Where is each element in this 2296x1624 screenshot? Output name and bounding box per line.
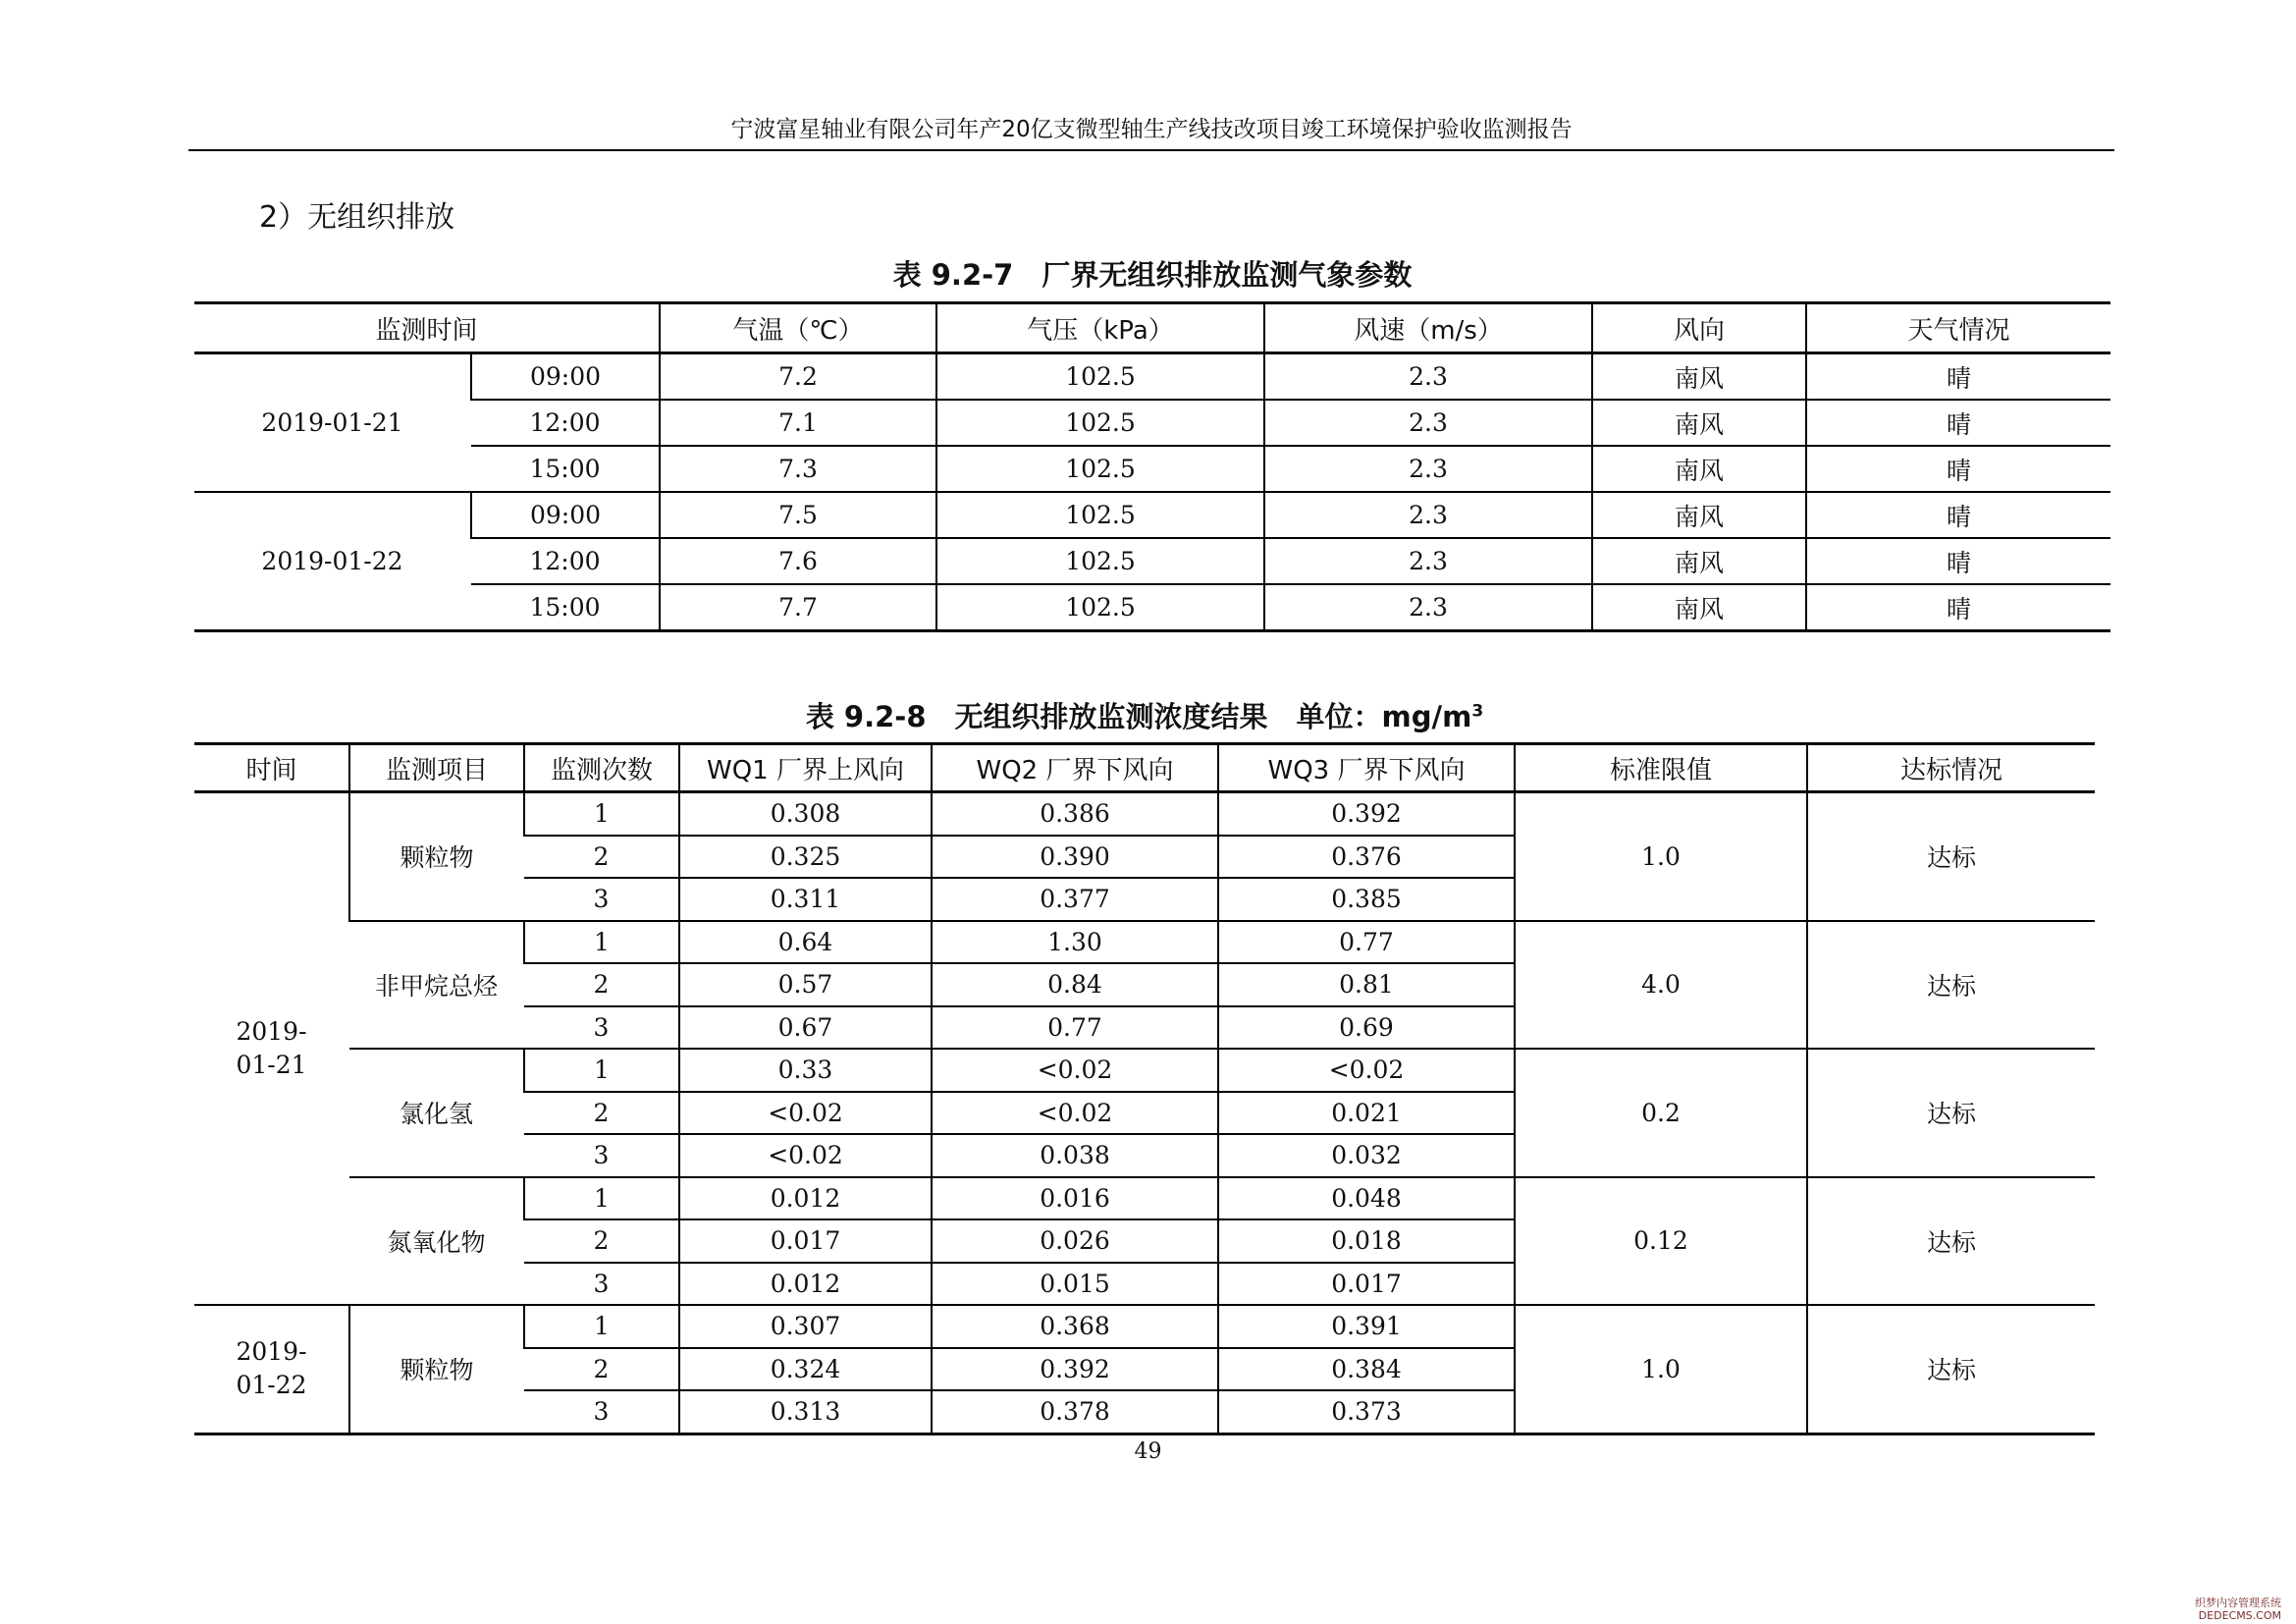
sample-number-cell: 1 <box>524 792 679 836</box>
wq1-value-cell: 0.012 <box>679 1263 932 1306</box>
sample-number-cell: 3 <box>524 878 679 921</box>
sample-number-cell: 2 <box>524 963 679 1006</box>
wq2-value-cell: 0.84 <box>932 963 1218 1006</box>
wq1-value-cell: 0.324 <box>679 1348 932 1391</box>
pressure-cell: 102.5 <box>936 492 1264 538</box>
table2-caption <box>194 695 2095 735</box>
table-row <box>194 1305 2095 1348</box>
concentration-results-table <box>194 742 2095 1435</box>
watermark-logo <box>2195 1597 2281 1622</box>
wq3-value-cell: 0.376 <box>1218 836 1515 879</box>
wind-direction-cell: 南风 <box>1592 446 1806 492</box>
watermark-line1: 织梦内容管理系统 <box>2195 1597 2281 1609</box>
sample-number-cell: 2 <box>524 1219 679 1263</box>
header-cell: WQ3 厂界下风向 <box>1218 744 1515 792</box>
wq2-value-cell: 0.038 <box>932 1134 1218 1177</box>
wq2-value-cell: <0.02 <box>932 1092 1218 1135</box>
wq2-value-cell: 0.026 <box>932 1219 1218 1263</box>
pollutant-cell: 非甲烷总烃 <box>349 921 524 1050</box>
wq3-value-cell: 0.81 <box>1218 963 1515 1006</box>
wq2-value-cell: 0.016 <box>932 1177 1218 1220</box>
wq2-value-cell: 0.386 <box>932 792 1218 836</box>
limit-cell: 4.0 <box>1515 921 1807 1050</box>
table1-header-row <box>194 303 2110 353</box>
weather-cell: 晴 <box>1806 538 2110 584</box>
wq3-value-cell: 0.391 <box>1218 1305 1515 1348</box>
pollutant-cell: 颗粒物 <box>349 792 524 921</box>
sample-number-cell: 1 <box>524 921 679 964</box>
sample-number-cell: 1 <box>524 1305 679 1348</box>
wq3-value-cell: 0.048 <box>1218 1177 1515 1220</box>
wq3-value-cell: 0.017 <box>1218 1263 1515 1306</box>
table-row <box>194 353 2110 401</box>
table1-caption: 表 9.2-7 厂界无组织排放监测气象参数 <box>892 258 1413 292</box>
date-cell: 2019-01-22 <box>194 492 471 631</box>
pollutant-cell: 氯化氢 <box>349 1049 524 1177</box>
weather-cell: 晴 <box>1806 400 2110 446</box>
sample-number-cell: 2 <box>524 1348 679 1391</box>
time-cell: 12:00 <box>471 400 660 446</box>
wq1-value-cell: 0.67 <box>679 1006 932 1050</box>
header-cell: 监测时间 <box>194 303 660 353</box>
sample-number-cell: 3 <box>524 1006 679 1050</box>
table-row <box>194 1049 2095 1092</box>
header-cell: 风向 <box>1592 303 1806 353</box>
header-cell: WQ1 厂界上风向 <box>679 744 932 792</box>
pollutant-cell: 氮氧化物 <box>349 1177 524 1306</box>
wq2-value-cell: 0.390 <box>932 836 1218 879</box>
header-cell: 天气情况 <box>1806 303 2110 353</box>
pressure-cell: 102.5 <box>936 584 1264 631</box>
wind-speed-cell: 2.3 <box>1264 446 1592 492</box>
wq1-value-cell: 0.307 <box>679 1305 932 1348</box>
header-cell: WQ2 厂界下风向 <box>932 744 1218 792</box>
wq3-value-cell: 0.021 <box>1218 1092 1515 1135</box>
pressure-cell: 102.5 <box>936 446 1264 492</box>
table2-header-row <box>194 744 2095 792</box>
temperature-cell: 7.6 <box>660 538 936 584</box>
wq3-value-cell: 0.77 <box>1218 921 1515 964</box>
sample-number-cell: 1 <box>524 1177 679 1220</box>
wind-speed-cell: 2.3 <box>1264 492 1592 538</box>
sample-number-cell: 3 <box>524 1390 679 1434</box>
wq1-value-cell: 0.311 <box>679 878 932 921</box>
wind-direction-cell: 南风 <box>1592 353 1806 401</box>
weather-cell: 晴 <box>1806 353 2110 401</box>
pressure-cell: 102.5 <box>936 353 1264 401</box>
time-cell: 09:00 <box>471 353 660 401</box>
wq3-value-cell: 0.384 <box>1218 1348 1515 1391</box>
weather-params-table <box>194 301 2110 632</box>
wq2-value-cell: 0.368 <box>932 1305 1218 1348</box>
wind-direction-cell: 南风 <box>1592 538 1806 584</box>
limit-cell: 1.0 <box>1515 1305 1807 1434</box>
compliance-cell: 达标 <box>1807 921 2095 1050</box>
table-row <box>194 446 2110 492</box>
wq3-value-cell: 0.018 <box>1218 1219 1515 1263</box>
wq3-value-cell: 0.392 <box>1218 792 1515 836</box>
time-cell: 15:00 <box>471 446 660 492</box>
compliance-cell: 达标 <box>1807 1049 2095 1177</box>
weather-cell: 晴 <box>1806 492 2110 538</box>
temperature-cell: 7.5 <box>660 492 936 538</box>
wq2-value-cell: 0.77 <box>932 1006 1218 1050</box>
header-cell: 时间 <box>194 744 349 792</box>
table-row <box>194 400 2110 446</box>
weather-cell: 晴 <box>1806 584 2110 631</box>
header-cell: 风速（m/s） <box>1264 303 1592 353</box>
wq2-value-cell: 0.378 <box>932 1390 1218 1434</box>
limit-cell: 0.2 <box>1515 1049 1807 1177</box>
wq1-value-cell: 0.325 <box>679 836 932 879</box>
section-title: 2）无组织排放 <box>259 200 455 235</box>
compliance-cell: 达标 <box>1807 1305 2095 1434</box>
header-divider <box>188 149 2114 151</box>
time-cell: 15:00 <box>471 584 660 631</box>
wind-direction-cell: 南风 <box>1592 400 1806 446</box>
weather-cell: 晴 <box>1806 446 2110 492</box>
wq1-value-cell: 0.017 <box>679 1219 932 1263</box>
sample-number-cell: 3 <box>524 1263 679 1306</box>
pressure-cell: 102.5 <box>936 400 1264 446</box>
sample-number-cell: 3 <box>524 1134 679 1177</box>
table2-caption-superscript: 3 <box>1471 701 1484 722</box>
wq3-value-cell: 0.032 <box>1218 1134 1515 1177</box>
wind-speed-cell: 2.3 <box>1264 584 1592 631</box>
date-cell: 2019-01-21 <box>194 792 349 1306</box>
wq1-value-cell: 0.64 <box>679 921 932 964</box>
date-cell: 2019-01-22 <box>194 1305 349 1434</box>
time-cell: 09:00 <box>471 492 660 538</box>
table-row <box>194 584 2110 631</box>
page-number: 49 <box>1134 1439 1162 1464</box>
date-cell: 2019-01-21 <box>194 353 471 493</box>
table-row <box>194 921 2095 964</box>
temperature-cell: 7.1 <box>660 400 936 446</box>
wq1-value-cell: 0.57 <box>679 963 932 1006</box>
wq1-value-cell: 0.012 <box>679 1177 932 1220</box>
wq1-value-cell: <0.02 <box>679 1092 932 1135</box>
header-cell: 监测次数 <box>524 744 679 792</box>
header-cell: 监测项目 <box>349 744 524 792</box>
sample-number-cell: 2 <box>524 1092 679 1135</box>
sample-number-cell: 2 <box>524 836 679 879</box>
wind-speed-cell: 2.3 <box>1264 353 1592 401</box>
wind-speed-cell: 2.3 <box>1264 538 1592 584</box>
limit-cell: 1.0 <box>1515 792 1807 921</box>
wq1-value-cell: 0.308 <box>679 792 932 836</box>
wq1-value-cell: <0.02 <box>679 1134 932 1177</box>
table2-caption-text: 表 9.2-8 无组织排放监测浓度结果 单位：mg/m <box>805 700 1472 733</box>
wq2-value-cell: <0.02 <box>932 1049 1218 1092</box>
wind-direction-cell: 南风 <box>1592 492 1806 538</box>
temperature-cell: 7.3 <box>660 446 936 492</box>
wq3-value-cell: 0.373 <box>1218 1390 1515 1434</box>
wq3-value-cell: 0.385 <box>1218 878 1515 921</box>
wq2-value-cell: 0.015 <box>932 1263 1218 1306</box>
table-row <box>194 792 2095 836</box>
wq1-value-cell: 0.33 <box>679 1049 932 1092</box>
compliance-cell: 达标 <box>1807 1177 2095 1306</box>
header-cell: 气压（kPa） <box>936 303 1264 353</box>
header-cell: 标准限值 <box>1515 744 1807 792</box>
compliance-cell: 达标 <box>1807 792 2095 921</box>
temperature-cell: 7.7 <box>660 584 936 631</box>
table-row <box>194 538 2110 584</box>
wq2-value-cell: 1.30 <box>932 921 1218 964</box>
sample-number-cell: 1 <box>524 1049 679 1092</box>
limit-cell: 0.12 <box>1515 1177 1807 1306</box>
table-row <box>194 492 2110 538</box>
report-header: 宁波富星轴业有限公司年产20亿支微型轴生产线技改项目竣工环境保护验收监测报告 <box>730 117 1573 142</box>
temperature-cell: 7.2 <box>660 353 936 401</box>
header-cell: 气温（℃） <box>660 303 936 353</box>
pollutant-cell: 颗粒物 <box>349 1305 524 1434</box>
wind-direction-cell: 南风 <box>1592 584 1806 631</box>
wq3-value-cell: <0.02 <box>1218 1049 1515 1092</box>
header-cell: 达标情况 <box>1807 744 2095 792</box>
wq1-value-cell: 0.313 <box>679 1390 932 1434</box>
pressure-cell: 102.5 <box>936 538 1264 584</box>
wq2-value-cell: 0.392 <box>932 1348 1218 1391</box>
time-cell: 12:00 <box>471 538 660 584</box>
wind-speed-cell: 2.3 <box>1264 400 1592 446</box>
wq3-value-cell: 0.69 <box>1218 1006 1515 1050</box>
table-row <box>194 1177 2095 1220</box>
watermark-line2: DEDECMS.COM <box>2198 1609 2281 1622</box>
wq2-value-cell: 0.377 <box>932 878 1218 921</box>
